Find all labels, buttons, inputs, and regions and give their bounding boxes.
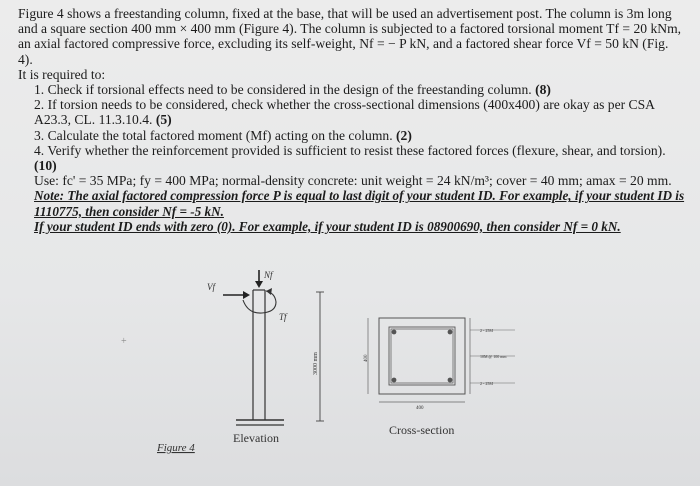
stirrup-label: 10M @ 100 mm <box>480 354 507 359</box>
shear-label: Vf <box>207 282 215 292</box>
question-4-marks: (10) <box>34 158 57 174</box>
question-4-text: 4. Verify whether the reinforcement provided is sufficient to resist these factored forces (flexure, shear, and torsion). <box>34 142 666 158</box>
side-dimension: 400 <box>364 354 369 362</box>
question-2-text: 2. If torsion needs to be considered, check whether the cross-sectional dimensions (400x400) are okay as per CSA A23.3, CL. 11.3.10.4. <box>34 97 655 128</box>
note-zero: If your student ID ends with zero (0). For example, if your student ID is 08900690, then consider Nf = 0 kN. <box>34 218 621 234</box>
cursor-crosshair-icon: + <box>121 336 127 347</box>
question-1-marks: (8) <box>535 82 551 98</box>
cross-section-drawing <box>368 318 515 402</box>
figure-caption: Figure 4 <box>157 442 195 454</box>
elevation-drawing <box>223 270 324 425</box>
height-dimension: 3000 mm <box>313 352 319 375</box>
question-3-text: 3. Calculate the total factored moment (Mf) acting on the column. <box>34 127 393 143</box>
cross-section-caption: Cross-section <box>389 423 455 437</box>
rebar-top-label: 2 - 25M <box>480 328 493 333</box>
elevation-caption: Elevation <box>233 431 279 445</box>
required-line: It is required to: <box>18 66 106 82</box>
intro-paragraph: Figure 4 shows a freestanding column, fixed at the base, that will be used an advertisement post. The column is 3m long and a square section 400 mm × 400 mm (Figure 4). The column is subjected to a factored torsional moment Tf = 20 kNm, an axial factored compressive force, excluding its self-weight, Nf = − P kN, and a factored shear force Vf = 50 kN (Fig. 4). <box>18 6 682 67</box>
note-example: Note: The axial factored compression force P is equal to last digit of your student ID. For example, if your student ID is 1110775, then consider Nf = -5 kN. <box>34 188 685 219</box>
width-dimension: 400 <box>416 406 424 411</box>
torsion-label: Tf <box>279 312 287 322</box>
question-3-marks: (2) <box>396 127 412 143</box>
use-values: Use: fc' = 35 MPa; fy = 400 MPa; normal-density concrete: unit weight = 24 kN/m³; cover = 40 mm; amax = 20 mm. <box>34 173 672 189</box>
question-1-text: 1. Check if torsional effects need to be considered in the design of the freestanding column. <box>34 82 532 98</box>
axial-label: Nf <box>264 270 273 280</box>
question-2-marks: (5) <box>155 112 172 128</box>
rebar-bottom-label: 2 - 25M <box>480 381 493 386</box>
